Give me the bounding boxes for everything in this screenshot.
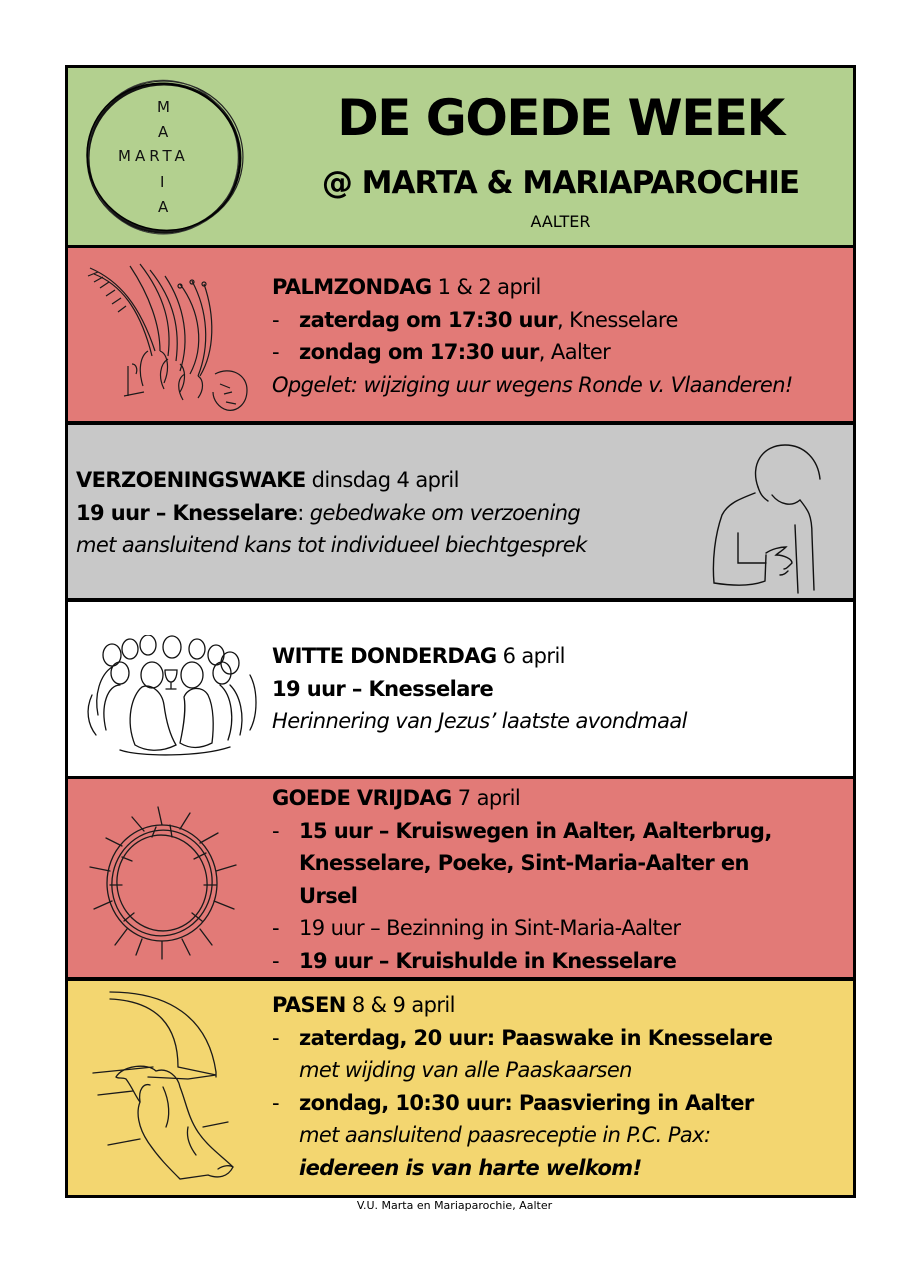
palmzondag-item-sunday: - zondag om 17:30 uur, Aalter [272, 340, 611, 364]
pasen-paaswake-note: met wijding van alle Paaskaarsen [299, 1058, 632, 1082]
crown-of-thorns-icon [82, 801, 242, 961]
verzoeningswake-heading: VERZOENINGSWAKE dinsdag 4 april [76, 468, 459, 492]
logo-letter-a-bottom: A [158, 198, 173, 216]
page-subtitle: @ MARTA & MARIAPAROCHIE [321, 165, 800, 201]
empty-tomb-shroud-icon [78, 987, 258, 1192]
witte-donderdag-time-place: 19 uur – Knesselare [272, 676, 494, 701]
witte-donderdag-heading: WITTE DONDERDAG 6 april [272, 644, 565, 668]
logo-letter-a: A [158, 123, 173, 141]
verzoeningswake-text [76, 464, 587, 562]
goede-vrijdag-heading: GOEDE VRIJDAG 7 april [272, 786, 521, 810]
pasen-text [272, 989, 772, 1184]
last-supper-group-icon [80, 635, 260, 760]
location-label: AALTER [530, 212, 591, 231]
pasen-paasviering-note: met aansluitend paasreceptie in P.C. Pax: [299, 1123, 711, 1147]
section-verzoeningswake [68, 425, 853, 598]
goede-vrijdag-item-kruiswegen: - 15 uur – Kruiswegen in Aalter, Aalterbrug, Knesselare, Poeke, Sint-Maria-Aalter en Ursel [272, 818, 772, 908]
section-witte-donderdag [68, 602, 853, 776]
palmzondag-item-saturday: - zaterdag om 17:30 uur, Knesselare [272, 307, 678, 332]
palm-branches-icon [80, 256, 260, 416]
section-goede-vrijdag [68, 779, 853, 977]
palmzondag-heading: PALMZONDAG 1 & 2 april [272, 275, 541, 299]
marta-maria-logo [82, 74, 246, 238]
palmzondag-note: Opgelet: wijziging uur wegens Ronde v. Vlaanderen! [272, 372, 793, 397]
goede-vrijdag-text [272, 782, 772, 977]
verzoeningswake-description: met aansluitend kans tot individueel biechtgesprek [76, 533, 587, 557]
section-palmzondag [68, 248, 853, 421]
pasen-welcome-note: iedereen is van harte welkom! [299, 1155, 642, 1180]
publisher-footer: V.U. Marta en Mariaparochie, Aalter [356, 1199, 553, 1212]
goede-vrijdag-item-bezinning: - 19 uur – Bezinning in Sint-Maria-Aalter [272, 916, 681, 940]
palmzondag-text [272, 271, 793, 401]
logo-word-marta: MARTA [118, 147, 189, 165]
person-hand-on-heart-icon [700, 435, 850, 595]
goede-vrijdag-item-kruishulde: - 19 uur – Kruishulde in Knesselare [272, 948, 677, 973]
logo-letter-i: I [160, 173, 169, 191]
witte-donderdag-description: Herinnering van Jezus’ laatste avondmaal [272, 709, 687, 733]
pasen-item-paasviering: - zondag, 10:30 uur: Paasviering in Aalter [272, 1090, 754, 1115]
pasen-heading: PASEN 8 & 9 april [272, 993, 455, 1017]
page-title: DE GOEDE WEEK [337, 89, 784, 147]
section-pasen [68, 981, 853, 1195]
logo-letter-m: M [157, 98, 174, 116]
pasen-item-paaswake: - zaterdag, 20 uur: Paaswake in Knesselare [272, 1025, 773, 1050]
header-section [68, 68, 853, 245]
verzoeningswake-time-place: 19 uur – Knesselare: gebedwake om verzoening [76, 500, 581, 525]
holy-week-poster [65, 65, 856, 1198]
witte-donderdag-text [272, 640, 687, 738]
